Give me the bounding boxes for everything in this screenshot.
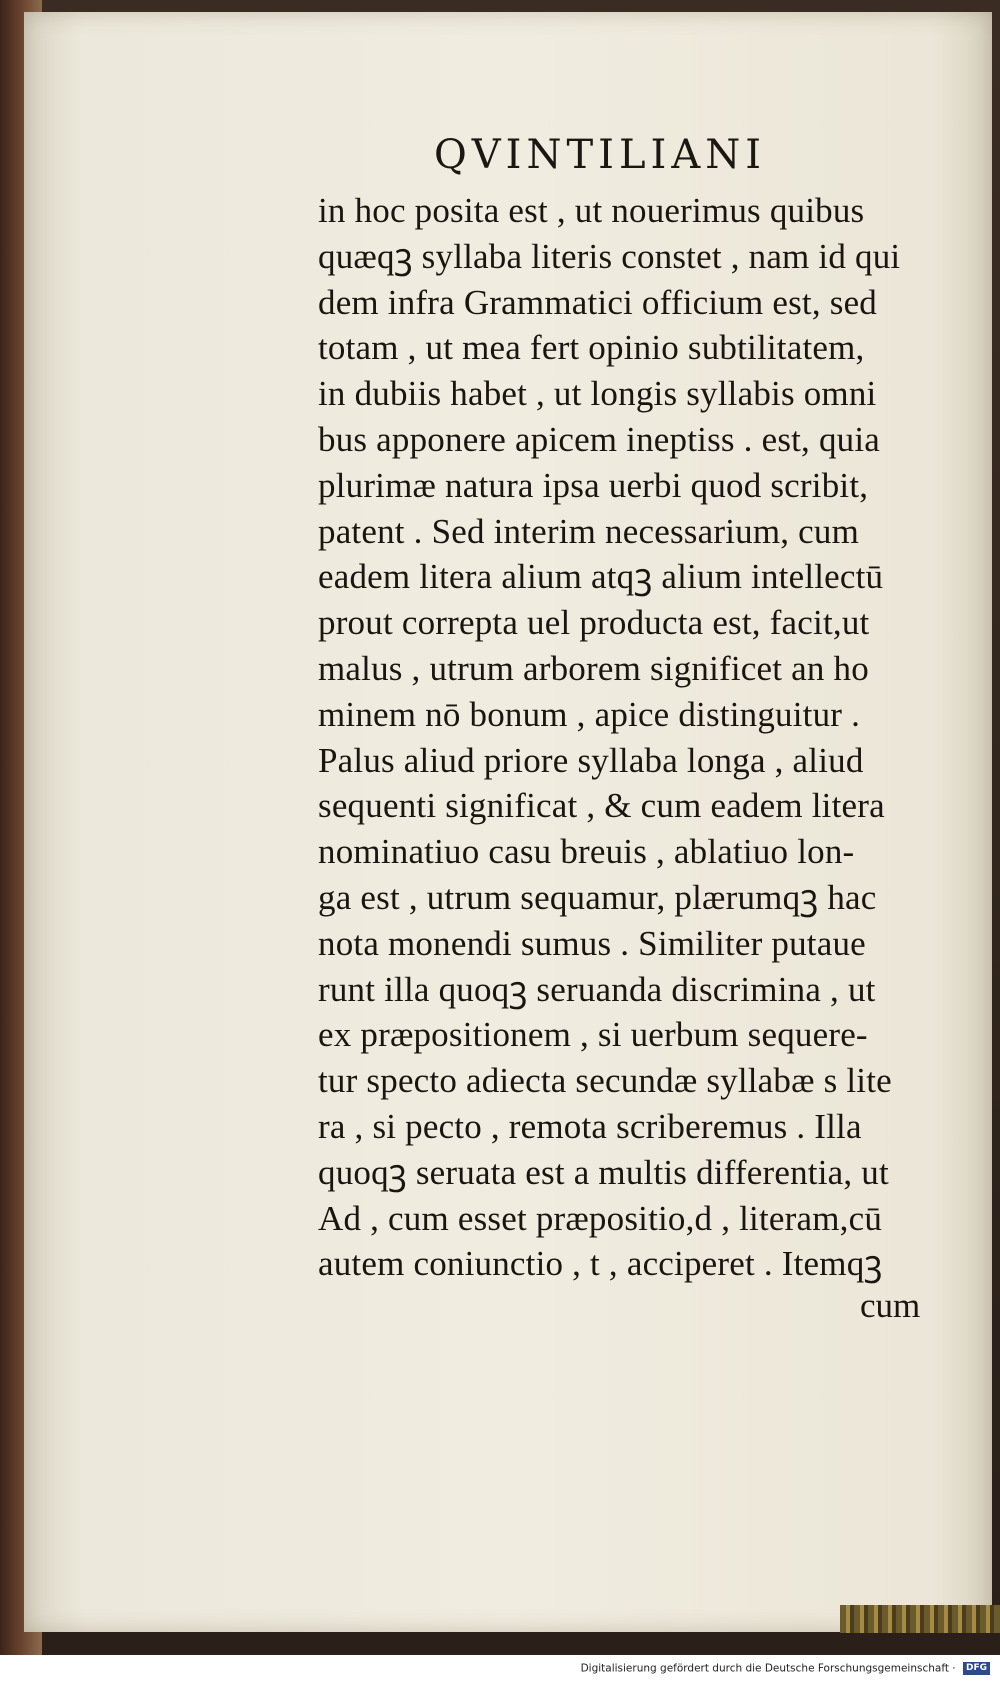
text-line: totam , ut mea fert opinio subtilitatem, xyxy=(318,328,865,368)
text-line: autem coniunctio , t , acciperet . Itemqꝫ xyxy=(318,1244,883,1284)
text-line: dem infra Grammatici officium est, sed xyxy=(318,282,878,322)
text-line: quæqꝫ syllaba literis constet , nam id qui xyxy=(318,236,901,276)
text-line: nominatiuo casu breuis , ablatiuo lon- xyxy=(318,832,855,872)
text-line: prout correpta uel producta est, facit,ut xyxy=(318,603,870,643)
text-line: ex præpositionem , si uerbum sequere- xyxy=(318,1015,868,1055)
text-line: quoqꝫ seruata est a multis differentia, ut xyxy=(318,1152,889,1192)
text-line: Palus aliud priore syllaba longa , aliud xyxy=(318,740,864,780)
text-line: bus apponere apicem ineptiss . est, quia xyxy=(318,419,881,459)
digitization-credit: Digitalisierung gefördert durch die Deutsche Forschungsgemeinschaft · DFG xyxy=(0,1662,990,1675)
page-edge-decoration xyxy=(840,1605,1000,1633)
text-line: plurimæ natura ipsa uerbi quod scribit, xyxy=(318,465,869,505)
text-line: in dubiis habet , ut longis syllabis omni xyxy=(318,374,877,414)
text-line: malus , utrum arborem significet an ho xyxy=(318,648,869,688)
catchword: cum xyxy=(860,1286,921,1325)
text-line: tur specto adiecta secundæ syllabæ s lite xyxy=(318,1061,892,1101)
text-line: ra , si pecto , remota scriberemus . Illa xyxy=(318,1106,862,1146)
credit-text: Digitalisierung gefördert durch die Deutsche Forschungsgemeinschaft xyxy=(580,1662,949,1675)
text-line: nota monendi sumus . Similiter putaue xyxy=(318,923,866,963)
dfg-logo: DFG xyxy=(963,1662,990,1675)
text-line: in hoc posita est , ut nouerimus quibus xyxy=(318,191,865,230)
running-head: QVINTILIANI xyxy=(434,132,767,178)
text-line: Ad , cum esset præpositio,d , literam,cū xyxy=(318,1198,883,1238)
text-line: ga est , utrum sequamur, plærumqꝫ hac xyxy=(318,877,877,917)
text-line: sequenti significat , & cum eadem litera xyxy=(318,786,885,826)
text-line: eadem litera alium atqꝫ alium intellectū xyxy=(318,557,884,597)
body-text xyxy=(318,188,958,1287)
text-line: runt illa quoqꝫ seruanda discrimina , ut xyxy=(318,969,876,1009)
text-line: patent . Sed interim necessarium, cum xyxy=(318,511,859,551)
text-line: minem nō bonum , apice distinguitur . xyxy=(318,694,861,734)
